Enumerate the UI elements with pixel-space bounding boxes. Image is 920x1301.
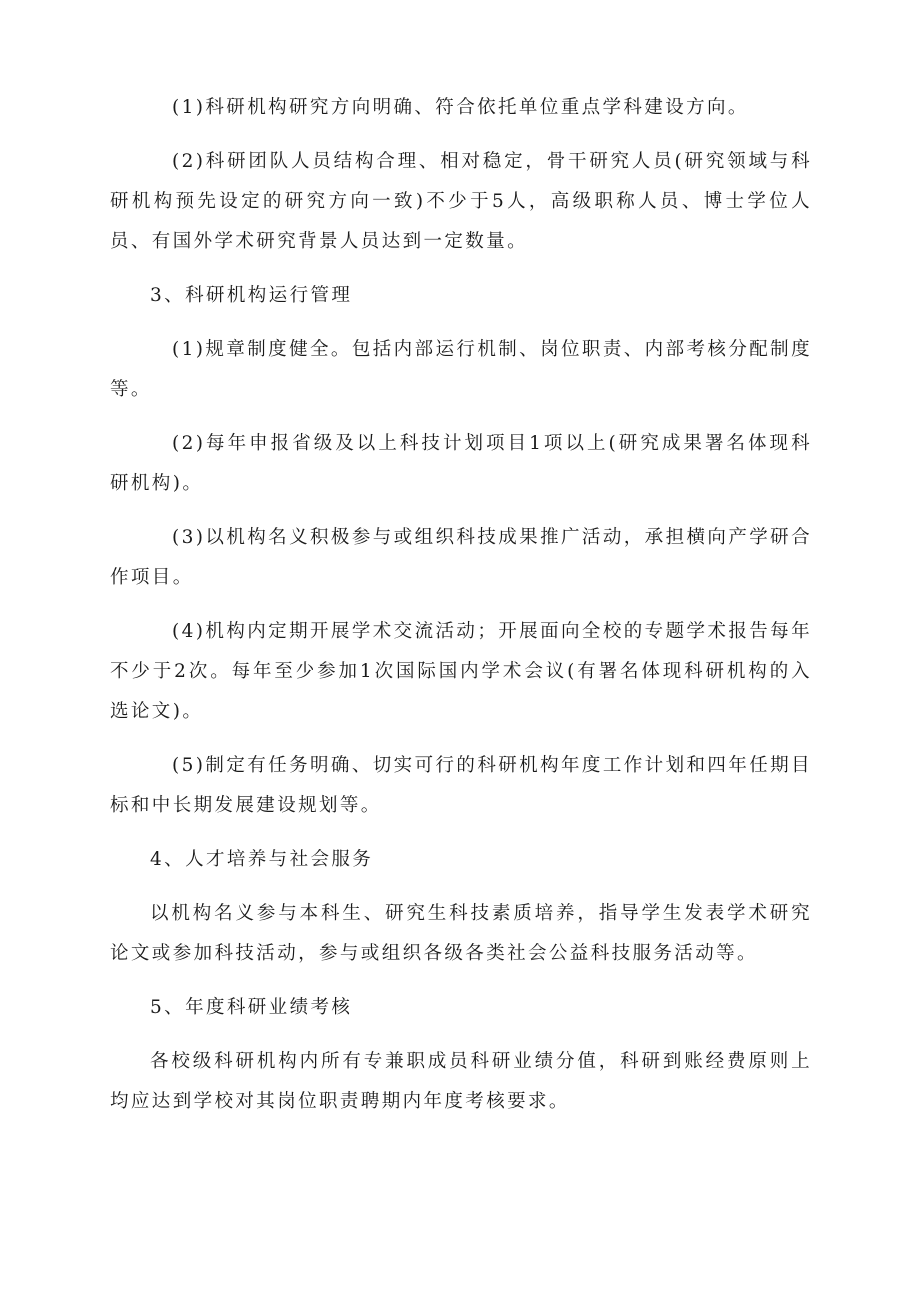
paragraph-item-3-5: (5)制定有任务明确、切实可行的科研机构年度工作计划和四年任期目标和中长期发展建设规划等。 [110, 755, 812, 816]
paragraph-item-3-3: (3)以机构名义积极参与或组织科技成果推广活动，承担横向产学研合作项目。 [110, 527, 812, 588]
document-body [110, 88, 812, 1136]
paragraph-item-3-2: (2)每年申报省级及以上科技计划项目1项以上(研究成果署名体现科研机构)。 [110, 433, 812, 494]
paragraph-item-1-1: (1)科研机构研究方向明确、符合依托单位重点学科建设方向。 [172, 97, 749, 118]
section-heading-4: 4、人才培养与社会服务 [150, 849, 374, 870]
paragraph-item-3-1: (1)规章制度健全。包括内部运行机制、岗位职责、内部考核分配制度等。 [110, 339, 812, 400]
paragraph-item-1-2: (2)科研团队人员结构合理、相对稳定，骨干研究人员(研究领域与科研机构预先设定的研究方向一致)不少于5人，高级职称人员、博士学位人员、有国外学术研究背景人员达到一定数量。 [110, 151, 812, 252]
paragraph-item-3-4: (4)机构内定期开展学术交流活动；开展面向全校的专题学术报告每年不少于2次。每年至少参加1次国际国内学术会议(有署名体现科研机构的入选论文)。 [110, 621, 812, 722]
paragraph-section-5-body: 各校级科研机构内所有专兼职成员科研业绩分值，科研到账经费原则上均应达到学校对其岗位职责聘期内年度考核要求。 [110, 1051, 812, 1112]
section-heading-5: 5、年度科研业绩考核 [150, 997, 353, 1018]
section-heading-3: 3、科研机构运行管理 [150, 285, 353, 306]
paragraph-section-4-body: 以机构名义参与本科生、研究生科技素质培养，指导学生发表学术研究论文或参加科技活动，参与或组织各级各类社会公益科技服务活动等。 [110, 903, 812, 964]
